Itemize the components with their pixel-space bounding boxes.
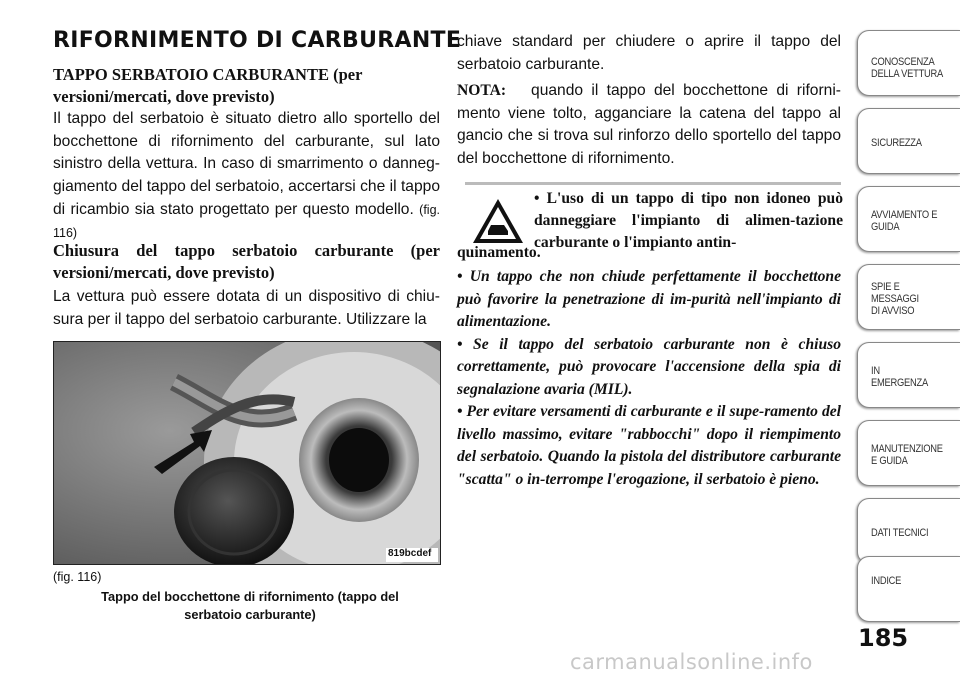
fuel-cap-illustration	[54, 342, 440, 564]
figure-caption: Tappo del bocchettone di rifornimento (tappo del serbatoio carburante)	[101, 589, 399, 622]
figure-reference[interactable]: (fig. 116)	[53, 202, 440, 240]
tab-indice[interactable]	[857, 556, 960, 622]
paragraph-fuel-cap-text: Il tappo del serbatoio è situato dietro allo sportello del bocchettone di rifornimento del carburante, sul lato sinistro della vettura. In caso di smarrimento o danneg-giamento del tappo del serbatoio, accertarsi che il tappo di ricambio sia stato progettato per questo modello.	[53, 110, 440, 218]
tab-label: SICUREZZA	[871, 137, 922, 149]
note-text: quando il tappo del bocchettone di riforni-mento viene tolto, agganciare la catena del tappo al gancio che si trova sul rinforzo dello sportello del tappo del bocchettone di rifornimento.	[457, 82, 841, 168]
tab-conoscenza[interactable]	[857, 30, 960, 96]
tab-label: SPIE E MESSAGGI DI AVVISO	[871, 281, 919, 317]
tab-label: INDICE	[871, 575, 902, 587]
warning-item-4: • Per evitare versamenti di carburante e il supe-ramento del livello massimo, evitare "rabbocchi" dopo il riempimento del serbatoio. Quando la pistola del distributore carburante "scatta" o in-terrompe l'erogazione, il serbatoio è pieno.	[457, 403, 841, 488]
tab-label: AVVIAMENTO E GUIDA	[871, 209, 938, 233]
warning-list	[457, 266, 841, 491]
warning-item-2: • Un tappo che non chiude perfettamente il bocchettone può favorire la penetrazione di im-purità nell'impianto di alimentazione.	[457, 268, 841, 330]
tab-label: IN EMERGENZA	[871, 365, 928, 389]
subheading-fuel-cap: TAPPO SERBATOIO CARBURANTE (per versioni/mercati, dove previsto)	[53, 65, 363, 106]
tab-emergenza[interactable]	[857, 342, 960, 408]
warning-divider	[465, 182, 841, 185]
note-label: NOTA:	[457, 82, 507, 99]
warning-item-1: • L'uso di un tappo di tipo non idoneo può danneggiare l'impianto di alimen-tazione carburante o l'impianto antin-	[534, 190, 843, 251]
paragraph-fuel-cap	[53, 108, 440, 244]
fuel-cap-photo	[53, 341, 441, 565]
warning-triangle-icon	[471, 197, 525, 245]
figure-label: (fig. 116)	[53, 570, 102, 584]
tab-label: MANUTENZIONE E GUIDA	[871, 443, 943, 467]
warning-item-1-end: quinamento.	[457, 244, 541, 261]
figure-code: 819bcdef	[388, 548, 432, 559]
tab-label: DATI TECNICI	[871, 527, 929, 539]
paragraph-cap-lock: La vettura può essere dotata di un dispositivo di chiu-sura per il tappo del serbatoio carburante. Utilizzare la	[53, 288, 440, 328]
watermark: carmanualsonline.info	[570, 650, 813, 674]
page-number: 185	[858, 624, 909, 652]
tab-manutenzione[interactable]	[857, 420, 960, 486]
warning-item-3: • Se il tappo del serbatoio carburante non è chiuso correttamente, può provocare l'accensione della spia di segnalazione avaria (MIL).	[457, 335, 841, 398]
tab-avviamento[interactable]	[857, 186, 960, 252]
subheading-cap-lock: Chiusura del tappo serbatoio carburante (per versioni/mercati, dove previsto)	[53, 241, 440, 282]
note-paragraph	[457, 80, 841, 171]
paragraph-key: chiave standard per chiudere o aprire il tappo del serbatoio carburante.	[457, 33, 841, 73]
tab-spie[interactable]	[857, 264, 960, 330]
tab-label: CONOSCENZA DELLA VETTURA	[871, 56, 944, 80]
tab-sicurezza[interactable]	[857, 108, 960, 174]
tab-dati-tecnici[interactable]	[857, 498, 960, 564]
section-title: RIFORNIMENTO DI CARBURANTE	[53, 28, 462, 53]
